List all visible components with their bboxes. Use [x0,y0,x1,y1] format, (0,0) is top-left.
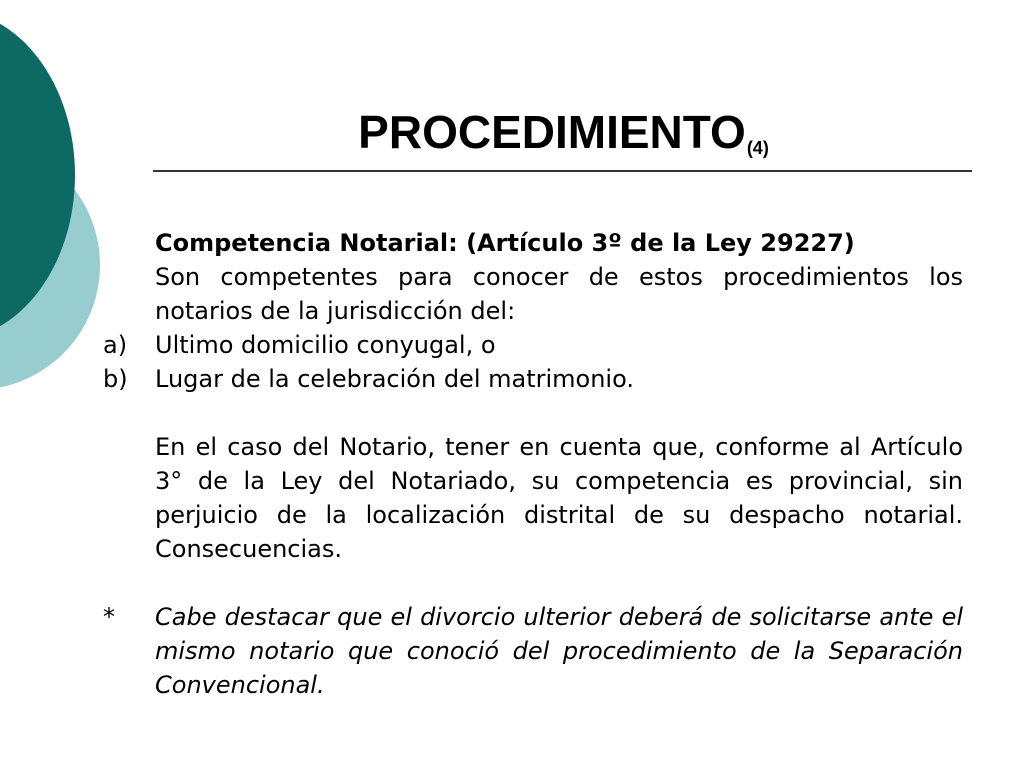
list-marker: a) [103,331,128,359]
list-item-text: Ultimo domicilio conyugal, o [155,331,496,359]
list-item-text: Lugar de la celebración del matrimonio. [155,365,634,393]
list-item [103,328,963,362]
spacer [103,566,963,600]
footnote-text: Cabe destacar que el divorcio ulterior deberá de solicitarse ante el mismo notario que conoció del procedimiento de la Separación Convencional. [155,603,963,699]
asterisk-marker: * [103,603,115,631]
list-item [103,362,963,396]
slide-title-text: PROCEDIMIENTO [358,106,746,158]
slide-title-subscript: (4) [746,138,769,158]
notary-paragraph: En el caso del Notario, tener en cuenta que, conforme al Artículo 3° de la Ley del Notariado, su competencia es provincial, sin perjuicio de la localización distrital de su despacho notarial. Consecuencias. [155,433,963,563]
slide-title [155,104,972,170]
intro-paragraph: Son competentes para conocer de estos procedimientos los notarios de la jurisdicción del: [155,263,963,325]
spacer [103,396,963,430]
footnote [103,600,963,702]
section-heading: Competencia Notarial: (Artículo 3º de la Ley 29227) [155,229,855,257]
slide-body [103,226,963,702]
list-marker: b) [103,365,128,393]
title-underline [153,170,972,172]
